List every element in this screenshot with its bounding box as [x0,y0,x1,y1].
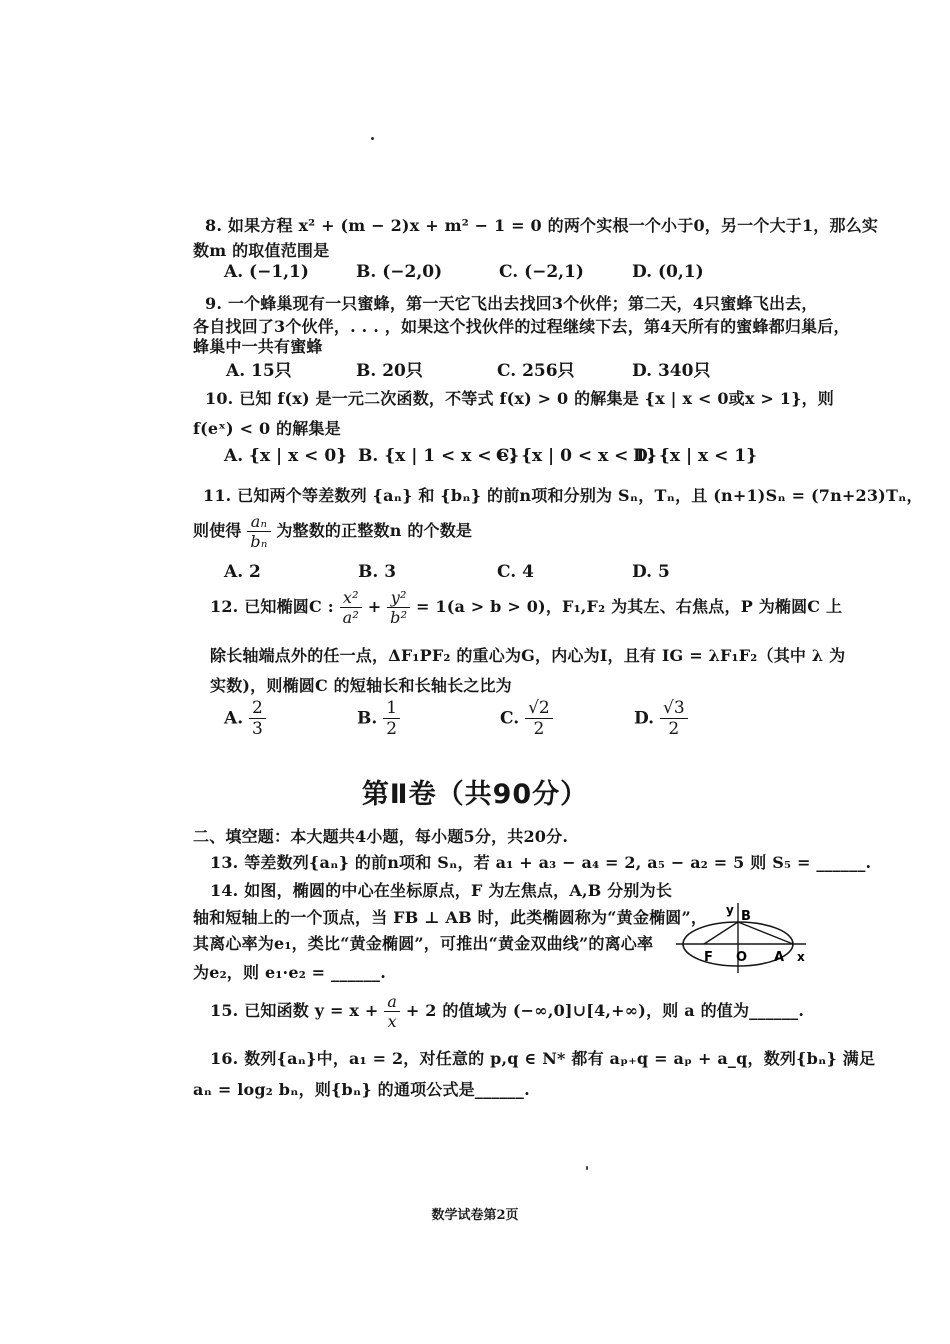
section-title: 第Ⅱ卷（共90分） [361,779,589,810]
q14-line2: 轴和短轴上的一个顶点，当 FB ⊥ AB 时，此类椭圆称为“黄金椭圆”， [193,908,708,927]
q12-option-b-denominator: 2 [386,719,398,740]
q12-option-d [634,698,688,740]
q12-option-c-fraction [525,698,553,740]
q12-option-b-label: B. [357,708,378,729]
q12-fraction-y-denominator: b² [390,608,408,628]
q16-line1: 16. 数列{aₙ}中，a₁ = 2，对任意的 p,q ∈ N* 都有 aₚ₊q = aₚ + a_q，数列{bₙ} 满足 [210,1049,876,1068]
fig-label-f: F [704,950,713,965]
q15-fraction-denominator: x [387,1012,397,1032]
fig-label-o: O [736,950,748,965]
q10-option-b: B. {x | 1 < x < e} [358,446,520,466]
fig-label-x: x [797,950,805,964]
q11-option-a: A. 2 [224,562,261,582]
q12-option-d-fraction [660,698,688,740]
q9-line2: 各自找回了3个伙伴，. . . ，如果这个找伙伴的过程继续下去，第4天所有的蜜蜂都归巢后， [193,317,850,336]
q11-fraction-denominator: bₙ [250,532,268,552]
q8-option-c: C. (−2,1) [499,262,584,282]
q15-line1 [210,992,804,1031]
q10-option-c: C. {x | 0 < x < 1} [496,446,658,466]
q12-option-c-numerator: √2 [525,698,553,719]
q11-fraction-numerator: aₙ [247,512,270,532]
q12-plus-sign: + [367,597,382,617]
golden-ellipse-figure [676,897,826,975]
q8-option-b: B. (−2,0) [356,262,443,282]
q12-option-c-denominator: 2 [533,719,545,740]
q14-line3: 其离心率为e₁，类比“黄金椭圆”，可推出“黄金双曲线”的离心率 [193,934,654,953]
q10-line1: 10. 已知 f(x) 是一元二次函数，不等式 f(x) > 0 的解集是 {x | x < 0或x > 1}，则 [205,389,834,408]
q12-fraction-x-numerator: x² [340,588,362,608]
q12-option-a-denominator: 3 [252,719,263,740]
q12-option-b [357,698,400,740]
q14-line4: 为e₂，则 e₁·e₂ = ______. [193,963,387,982]
q8-option-d: D. (0,1) [632,262,704,282]
q9-option-b: B. 20只 [356,361,423,381]
q12-line1-prefix: 12. 已知椭圆C : [210,597,334,617]
fig-label-a: A [774,950,785,965]
q12-option-d-label: D. [634,708,655,729]
q11-fraction [247,512,270,551]
q11-option-d: D. 5 [632,562,670,582]
q12-option-d-numerator: √3 [660,698,688,719]
q12-option-b-numerator: 1 [383,698,400,719]
fig-label-b: B [741,909,751,924]
q12-fraction-y-numerator: y² [387,588,410,608]
q10-option-a: A. {x | x < 0} [224,446,348,466]
q12-line1 [210,588,842,627]
q11-option-c: C. 4 [497,562,534,582]
q12-fraction-y [387,588,410,627]
q15-suffix: + 2 的值域为 (−∞,0]∪[4,+∞)，则 a 的值为______. [405,1001,805,1021]
q12-fraction-x-denominator: a² [342,608,359,628]
q12-option-a-numerator: 2 [249,698,266,719]
q12-option-c-label: C. [500,708,520,729]
q12-option-c [500,698,553,740]
q15-fraction [384,992,400,1031]
q12-option-b-fraction [383,698,400,740]
q12-line3: 实数)，则椭圆C 的短轴长和长轴长之比为 [210,676,512,695]
q9-line3: 蜂巢中一共有蜜蜂 [193,337,323,356]
page-footer: 数学试卷第2页 [431,1208,519,1223]
q12-option-a-fraction [249,698,266,740]
q15-prefix: 15. 已知函数 y = x + [210,1001,379,1021]
q11-line2 [193,512,472,551]
q11-line2-suffix: 为整数的正整数n 的个数是 [276,521,473,541]
q12-option-a-label: A. [224,708,244,729]
scan-speck [586,1166,588,1170]
q11-line2-prefix: 则使得 [193,521,242,541]
q10-line2: f(eˣ) < 0 的解集是 [193,419,341,438]
q14-line1: 14. 如图，椭圆的中心在坐标原点，F 为左焦点，A,B 分别为长 [210,881,673,900]
q12-line1-suffix: = 1(a > b > 0)，F₁,F₂ 为其左、右焦点，P 为椭圆C 上 [415,597,843,617]
q12-option-d-denominator: 2 [668,719,680,740]
q11-line1: 11. 已知两个等差数列 {aₙ} 和 {bₙ} 的前n项和分别为 Sₙ，Tₙ，且 (n+1)Sₙ = (7n+23)Tₙ， [203,486,923,505]
scan-speck [371,137,374,140]
q16-line2: aₙ = log₂ bₙ，则{bₙ} 的通项公式是______. [193,1080,530,1099]
q12-line2: 除长轴端点外的任一点，ΔF₁PF₂ 的重心为G，内心为I，且有 IG = λF₁F₂（其中 λ 为 [210,646,846,665]
section-subtitle: 二、填空题：本大题共4小题，每小题5分，共20分. [193,827,569,846]
q9-line1: 9. 一个蜂巢现有一只蜜蜂，第一天它飞出去找回3个伙伴；第二天，4只蜜蜂飞出去， [205,294,818,313]
q8-line2: 数m 的取值范围是 [193,241,330,260]
q8-line1: 8. 如果方程 x² + (m − 2)x + m² − 1 = 0 的两个实根一个小于0，另一个大于1，那么实 [205,216,879,235]
q9-option-a: A. 15只 [226,361,292,381]
q13-line1: 13. 等差数列{aₙ} 的前n项和 Sₙ，若 a₁ + a₃ − a₄ = 2, a₅ − a₂ = 5 则 S₅ = ______. [210,853,872,872]
q12-option-a [224,698,266,740]
q9-option-d: D. 340只 [632,361,711,381]
q11-option-b: B. 3 [358,562,397,582]
fig-label-y: y [726,903,734,917]
q12-fraction-x [340,588,362,627]
q9-option-c: C. 256只 [497,361,575,381]
q10-option-d: D. {x | x < 1} [633,446,758,466]
q8-option-a: A. (−1,1) [224,262,309,282]
q15-fraction-numerator: a [384,992,400,1012]
